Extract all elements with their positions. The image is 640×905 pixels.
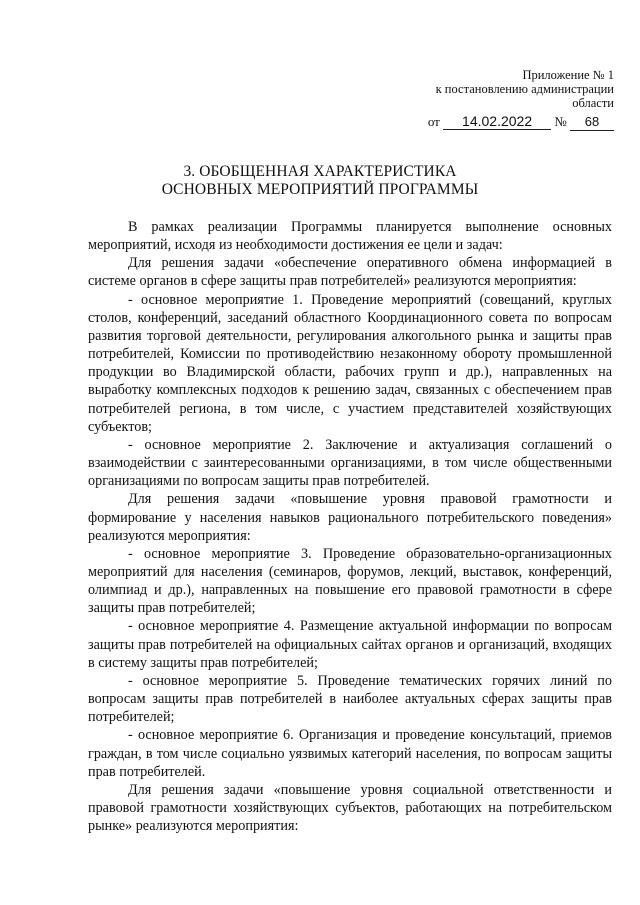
document-body [88,218,612,835]
order-number-label: № [554,114,567,129]
paragraph: Для решения задачи «обеспечение оперативного обмена информацией в системе органов в сфере защиты прав потребителей» реализуются мероприятия: [88,255,612,290]
appendix-subtitle: к постановлению администрации [435,82,614,96]
paragraph: - основное мероприятие 4. Размещение актуальной информации по вопросам защиты прав потребителей на официальных сайтах органов и организаций, входящих в систему защиты прав потребителей; [88,618,612,671]
paragraph: - основное мероприятие 6. Организация и проведение консультаций, приемов граждан, в том числе социально уязвимых категорий населения, по вопросам защиты прав потребителей. [88,727,612,780]
order-from-label: от [427,114,440,129]
paragraph: В рамках реализации Программы планируется выполнение основных мероприятий, исходя из необходимости достижения ее цели и задач: [88,219,612,254]
section-heading [0,163,640,199]
paragraph: - основное мероприятие 3. Проведение образовательно-организационных мероприятий для населения (семинаров, форумов, лекций, выставок, конференций, олимпиад и др.), направленных на повышение его правовой грамотности в сфере защиты прав потребителей; [88,545,612,617]
paragraph: - основное мероприятие 2. Заключение и актуализация соглашений о взаимодействии с заинтересованными организациями, в том числе общественными организациями по вопросам защиты прав потребителей. [88,436,612,490]
section-heading-line2: ОСНОВНЫХ МЕРОПРИЯТИЙ ПРОГРАММЫ [161,181,479,198]
appendix-title: Приложение № 1 [522,68,614,82]
order-reference [428,113,614,131]
paragraph: Для решения задачи «повышение уровня правовой грамотности и формирование у населения навыков рационального потребительского поведения» реализуются мероприятия: [88,491,612,544]
order-date: 14.02.2022 [443,113,551,130]
section-heading-line1: 3. ОБОБЩЕННАЯ ХАРАКТЕРИСТИКА [183,163,457,180]
order-number: 68 [570,114,614,131]
appendix-subtitle-end: области [572,96,614,110]
paragraph: - основное мероприятие 1. Проведение мероприятий (совещаний, круглых столов, конференций, заседаний областного Координационного совета по вопросам развития торговой деятельности, регулирования алкогольного рынка и защиты прав потребителей, Комиссии по противодействию незаконному обороту промышленной продукции во Владимирской области, рабочих групп и др.), направленных на выработку комплексных подходов к решению задач, связанных с обеспечением прав потребителей региона, в том числе, с участием представителей хозяйствующих субъектов; [88,291,612,435]
appendix-block [436,68,614,110]
paragraph: - основное мероприятие 5. Проведение тематических горячих линий по вопросам защиты прав потребителей в наиболее актуальных сферах защиты прав потребителей; [88,672,612,726]
paragraph: Для решения задачи «повышение уровня социальной ответственности и правовой грамотности хозяйствующих субъектов, работающих на потребительском рынке» реализуются мероприятия: [88,781,612,835]
